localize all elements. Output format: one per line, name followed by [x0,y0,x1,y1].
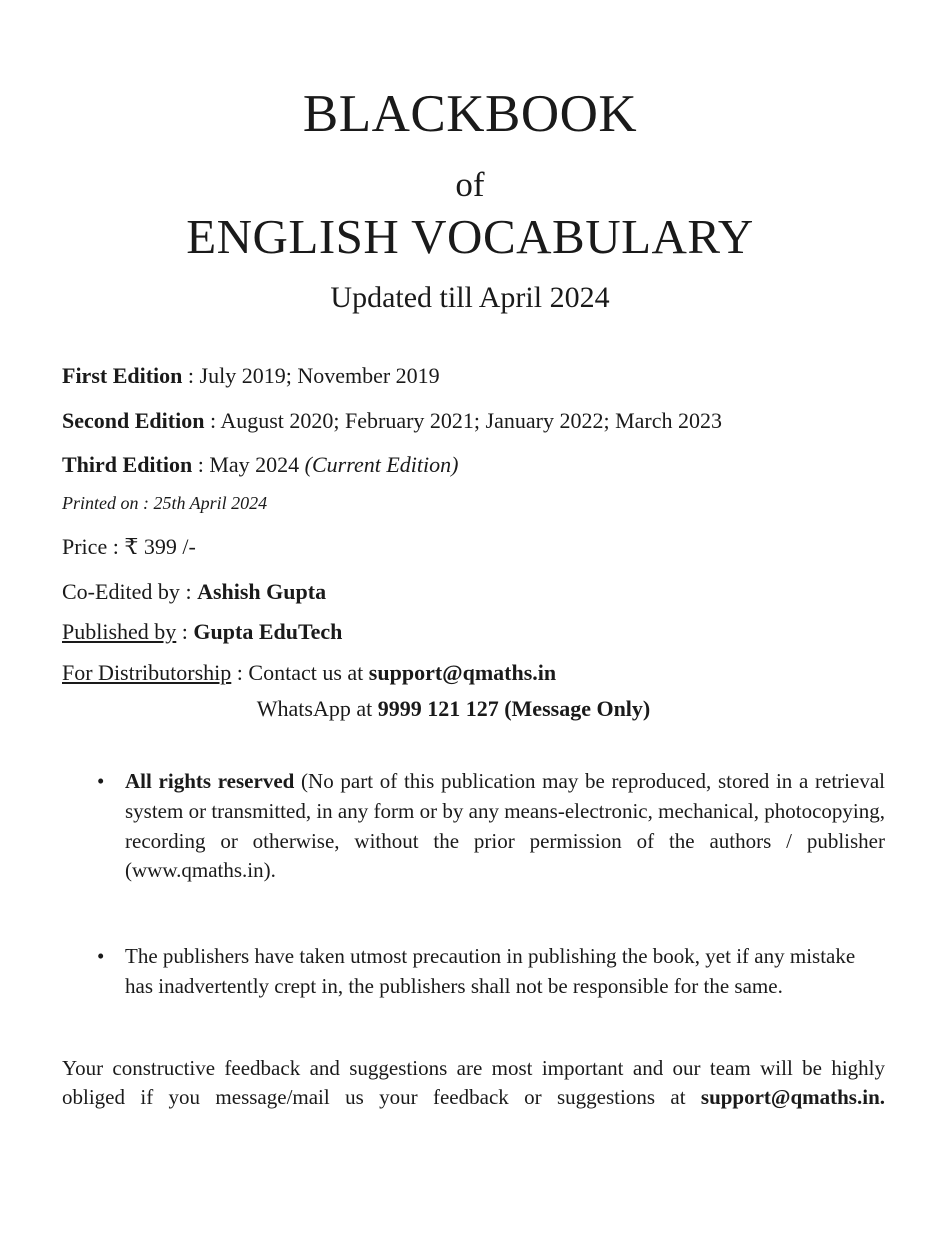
first-edition-value: July 2019; November 2019 [199,363,440,389]
published-by-label: Published by [62,619,177,645]
second-edition-separator: : [204,407,221,433]
price-value: ₹ 399 /- [124,534,196,560]
page-title: BLACKBOOK [302,85,638,143]
third-edition-label: Third Edition [62,452,193,478]
publisher-name: Gupta EduTech [193,619,343,645]
feedback-paragraph [0,1054,940,1143]
price-label: Price [62,534,108,560]
support-email: support@qmaths.in [368,659,557,685]
whatsapp-number: 9999 121 127 (Message Only) [377,696,651,722]
price-separator: : [107,534,125,560]
title-connector: of [455,165,485,205]
page-subtitle: ENGLISH VOCABULARY [186,209,754,265]
feedback-text: Your constructive feedback and suggestions are most important and our team will be highly obliged if you message/mail us your feedback or suggestions at [62,1055,885,1110]
distributorship-prefix: Contact us at [248,659,369,685]
second-edition-label: Second Edition [62,407,205,433]
distributorship-separator: : [231,659,249,685]
publication-meta-block [0,362,940,723]
copyright-notice-body: (No part of this publication may be reproduced, stored in a retrieval system or transmitted, in any form or by any means-electronic, mechanical, photocopying, recording or otherwise, without the prior permission of the authors / publisher (www.qmaths.in). [125,768,885,883]
feedback-email: support@qmaths.in. [700,1085,885,1110]
first-edition-line [62,362,885,390]
first-edition-separator: : [182,363,200,389]
title-block [0,0,940,316]
all-rights-reserved-label: All rights reserved [125,768,295,793]
co-edited-separator: : [179,578,198,604]
distributorship-line [62,659,885,687]
all-rights-reserved-text [125,767,885,916]
title-updated-note: Updated till April 2024 [330,281,610,315]
notices-list [0,767,940,1002]
disclaimer-text: The publishers have taken utmost precaution in publishing the book, yet if any mistake has inadvertently crept in, the publishers shall not be responsible for the same. [125,943,856,998]
bullet-icon: • [97,943,105,968]
list-item [97,767,885,916]
bullet-icon: • [97,768,105,793]
first-edition-label: First Edition [62,363,183,389]
current-edition-note: (Current Edition) [304,452,459,478]
whatsapp-line [62,695,885,723]
whatsapp-prefix: WhatsApp at [256,696,378,722]
third-edition-separator: : [192,452,210,478]
second-edition-value: August 2020; February 2021; January 2022; March 2023 [220,407,722,433]
co-edited-label: Co-Edited by [62,578,180,604]
published-by-line [62,618,885,646]
published-by-separator: : [176,619,194,645]
co-edited-line [62,578,885,606]
second-edition-line [62,407,885,435]
co-editor-name: Ashish Gupta [197,578,327,604]
price-line [62,533,885,561]
third-edition-line [62,451,885,479]
printed-on-line: Printed on : 25th April 2024 [62,492,268,513]
list-item [97,942,885,1002]
distributorship-label: For Distributorship [62,659,232,685]
third-edition-value: May 2024 [209,452,305,478]
